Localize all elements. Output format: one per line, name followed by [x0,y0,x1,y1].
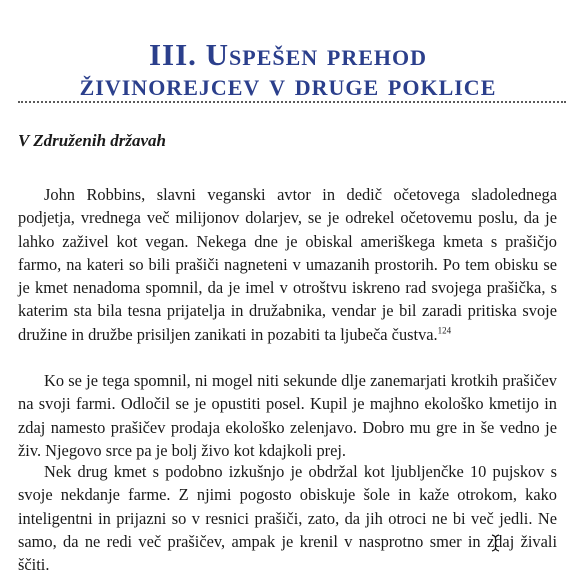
paragraph-1 [18,183,557,346]
chapter-title-line-1: III. Uspešen prehod [148,37,428,72]
chapter-title-line-2: živinorejcev v druge poklice [79,67,497,102]
paragraph-1-text: John Robbins, slavni veganski avtor in dedič očetovega sladolednega podjetja, vrednega več milijonov dolarjev, se je odrekel očetovemu poslu, da je lahko zaživel kot vegan. Nekega dne je obiskal ameriškega kmeta s prašičjo farmo, na kateri so bili prašiči nagneteni v umazanih prostorih. Po tem obisku se je kmet nenadoma spomnil, da je imel v otroštvu iskreno rad svojega prašička, s katerim sta bila tesna prijatelja in družabnika, vendar je bil zaradi pritiska svoje družine in družbe prisiljen zanikati in pozabiti ta ljubeča čustva. [18,185,557,344]
title-divider [18,101,566,103]
paragraph-3: Nek drug kmet s podobno izkušnjo je obdržal kot ljubljenčke 10 pujskov s svoje nekdanje farme. Z njimi pogosto obiskuje šole in kaže otrokom, kako inteligentni in prijazni so v resnici prašiči, zato, da jih otroci ne bi več jedli. Ne samo, da ne redi več prašičev, ampak je krenil v nasprotno smer in zdaj živali ščiti. [18,462,557,575]
section-heading: V Združenih državah [18,131,167,150]
paragraph-2: Ko se je tega spomnil, ni mogel niti sekunde dlje zanemarjati krotkih prašičev na svoji farmi. Odločil se je opustiti posel. Kupil je majhno ekološko kmetijo in zdaj namesto prašičev prodaja ekološko zelenjavo. Dobro mu gre in še vedno je živ. Njegovo srce pa je bolj živo kot kdajkoli prej. [18,371,557,460]
footnote-reference[interactable]: 124 [437,325,452,336]
text-cursor-icon [491,534,500,552]
